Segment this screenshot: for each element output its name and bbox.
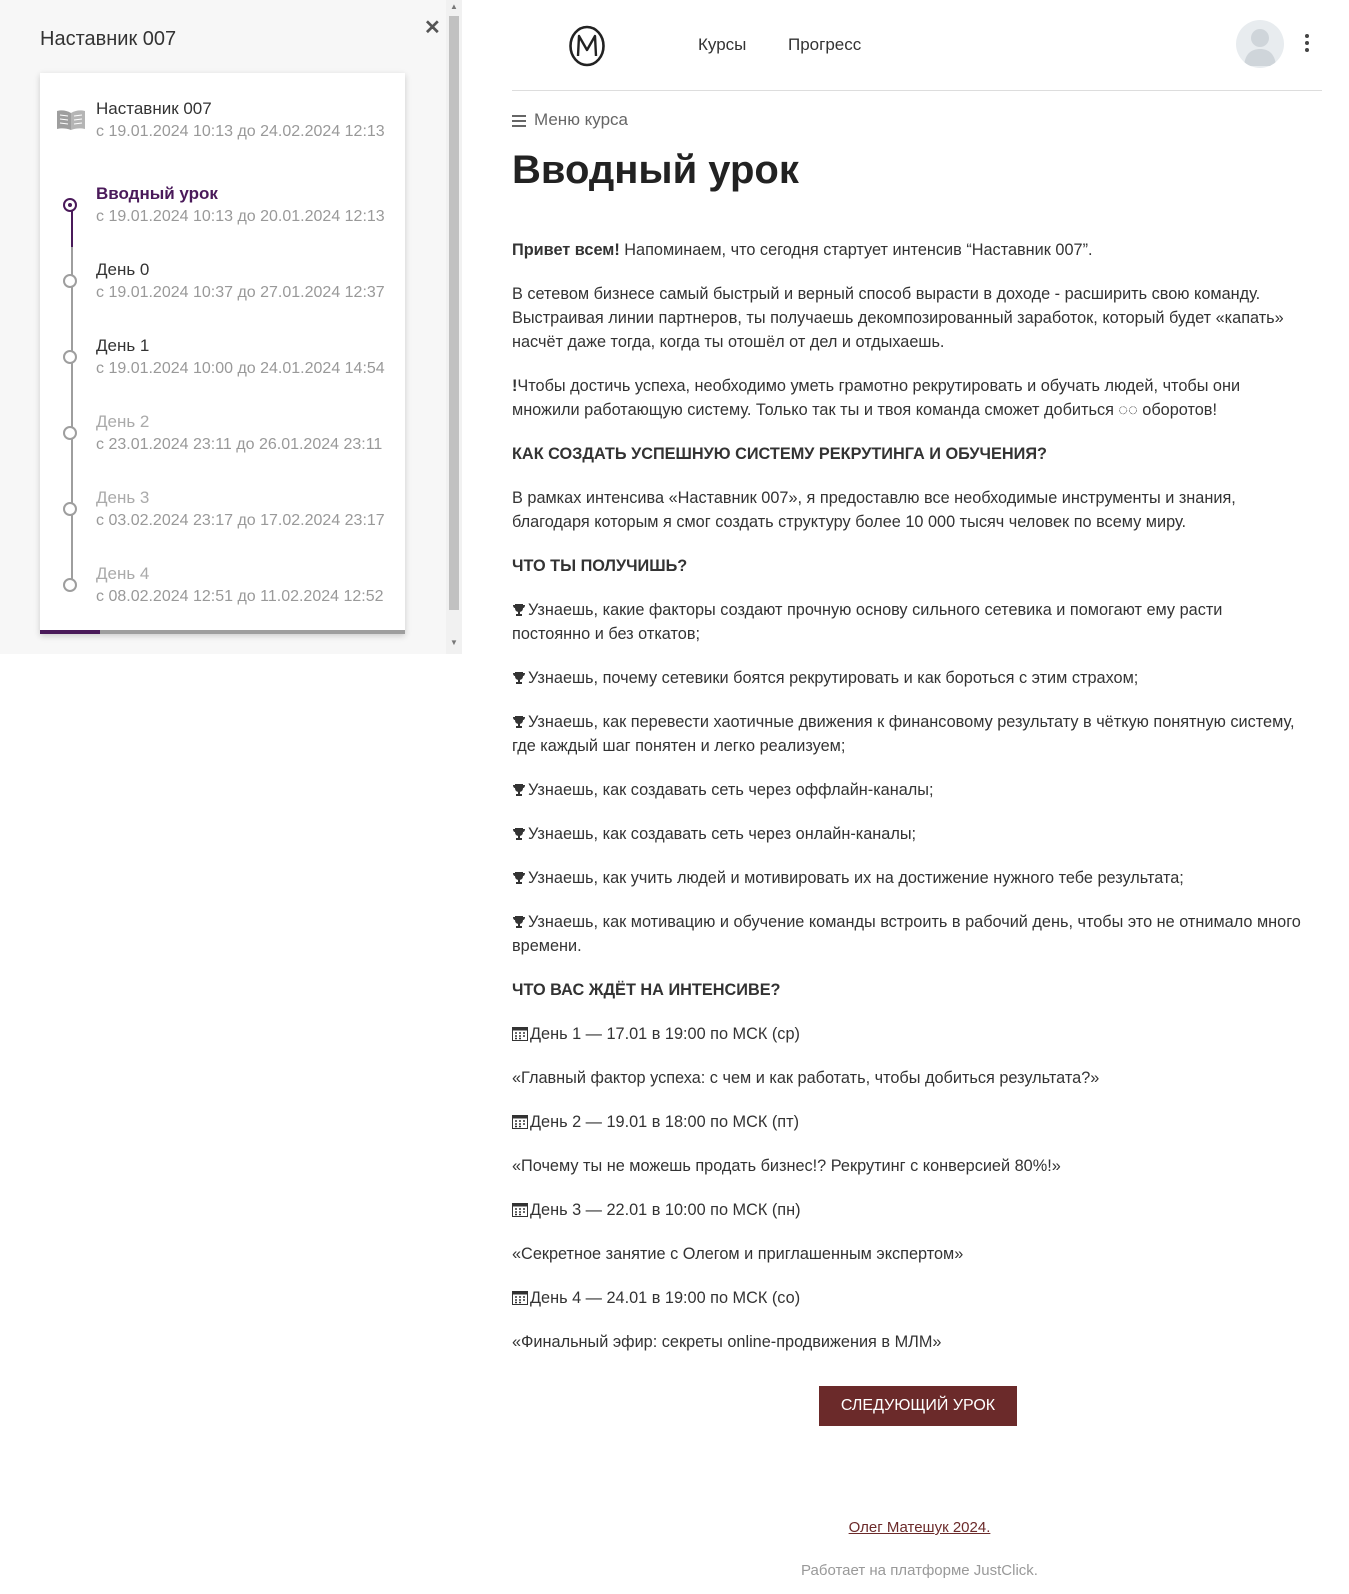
benefit-text: Узнаешь, какие факторы создают прочную основу сильного сетевика и помогают ему расти постоянно и без откатов; [512, 601, 1223, 643]
lesson-dates: с 08.02.2024 12:51 до 11.02.2024 12:52 [96, 588, 384, 605]
trophy-icon [512, 783, 526, 797]
benefit-text: Узнаешь, как перевести хаотичные движения к финансовому результату в чёткую понятную систему, где каждый шаг понятен и легко реализуем; [512, 713, 1295, 755]
schedule-day [512, 1198, 1302, 1222]
lesson-item-day0[interactable] [40, 260, 405, 320]
benefit-text: Узнаешь, как создавать сеть через оффлайн-каналы; [528, 781, 934, 799]
lesson-dates: с 23.01.2024 23:11 до 26.01.2024 23:11 [96, 436, 383, 453]
schedule-day-text: День 2 — 19.01 в 18:00 по МСК (пт) [530, 1113, 800, 1131]
success-text: Чтобы достичь успеха, необходимо уметь грамотно рекрутировать и обучать людей, чтобы они множили работающую систему. Только так ты и твоя команда сможет добиться ◌◌ оборотов! [512, 377, 1241, 419]
lesson-name: День 4 [96, 564, 150, 583]
nav-courses[interactable]: Курсы [698, 35, 747, 54]
sidebar-title: Наставник 007 [40, 28, 177, 50]
trophy-icon [512, 827, 526, 841]
close-icon[interactable]: ✕ [424, 17, 441, 39]
lesson-status-dot [63, 198, 77, 212]
greeting-paragraph [512, 238, 1302, 262]
benefit-text: Узнаешь, как учить людей и мотивировать их на достижение нужного тебе результата; [528, 869, 1184, 887]
lesson-name: День 0 [96, 260, 150, 279]
course-menu-label: Меню курса [534, 110, 629, 129]
lesson-dates: с 03.02.2024 23:17 до 17.02.2024 23:17 [96, 512, 385, 529]
lesson-name: День 1 [96, 336, 150, 355]
schedule-day [512, 1286, 1302, 1310]
trophy-icon [512, 871, 526, 885]
lesson-status-dot [63, 274, 77, 288]
lesson-status-dot [63, 426, 77, 440]
section-heading-system: КАК СОЗДАТЬ УСПЕШНУЮ СИСТЕМУ РЕКРУТИНГА И ОБУЧЕНИЯ? [512, 445, 1047, 463]
scroll-down-icon[interactable]: ▼ [450, 638, 458, 647]
benefit-item [512, 710, 1302, 758]
calendar-icon [512, 1202, 528, 1217]
next-lesson-button[interactable]: СЛЕДУЮЩИЙ УРОК [819, 1386, 1017, 1426]
lesson-status-dot [63, 578, 77, 592]
lesson-body [512, 238, 1302, 1374]
schedule-day-text: День 4 — 24.01 в 19:00 по МСК (со) [530, 1289, 801, 1307]
benefit-text: Узнаешь, как создавать сеть через онлайн-каналы; [528, 825, 917, 843]
course-progress-bar [40, 630, 405, 634]
lesson-name: День 3 [96, 488, 150, 507]
lesson-dates: с 19.01.2024 10:13 до 20.01.2024 12:13 [96, 208, 385, 225]
schedule-topic: «Секретное занятие с Олегом и приглашенным экспертом» [512, 1245, 964, 1263]
benefit-item [512, 778, 1302, 802]
lesson-name: Вводный урок [96, 184, 218, 203]
greeting-bold: Привет всем! [512, 241, 620, 259]
benefit-item [512, 598, 1302, 646]
lesson-dates: с 19.01.2024 10:00 до 24.01.2024 14:54 [96, 360, 385, 377]
benefit-item [512, 866, 1302, 890]
menu-icon [512, 115, 526, 127]
schedule-topic: «Финальный эфир: секреты online-продвижения в МЛМ» [512, 1333, 942, 1351]
lesson-status-dot [63, 502, 77, 516]
benefit-item [512, 910, 1302, 958]
schedule-day [512, 1110, 1302, 1134]
benefit-text: Узнаешь, почему сетевики боятся рекрутировать и как бороться с этим страхом; [528, 669, 1139, 687]
trophy-icon [512, 603, 526, 617]
scroll-up-icon[interactable]: ▲ [450, 2, 458, 11]
header-divider [512, 90, 1322, 91]
kebab-icon[interactable] [1304, 34, 1310, 54]
benefit-text: Узнаешь, как мотивацию и обучение команды встроить в рабочий день, чтобы это не отнимало много времени. [512, 913, 1301, 955]
trophy-icon [512, 671, 526, 685]
exclamation-mark: ! [512, 377, 518, 395]
lesson-name: День 2 [96, 412, 150, 431]
course-dates: с 19.01.2024 10:13 до 24.02.2024 12:13 [96, 123, 385, 140]
avatar-icon [1236, 20, 1284, 68]
lesson-item-day3[interactable] [40, 488, 405, 548]
lesson-item-intro[interactable] [40, 184, 405, 244]
lesson-item-day2[interactable] [40, 412, 405, 472]
section-heading-benefits: ЧТО ТЫ ПОЛУЧИШЬ? [512, 557, 688, 575]
schedule-topic: «Главный фактор успеха: с чем и как работать, чтобы добиться результата?» [512, 1069, 1100, 1087]
intro-paragraph: В сетевом бизнесе самый быстрый и верный способ вырасти в доходе - расширить свою команду. Выстраивая линии партнеров, ты получаешь декомпозированный заработок, который будет «капать» насчёт даже тогда, когда ты отошёл от дел и отдыхаешь. [512, 285, 1284, 351]
section-heading-schedule: ЧТО ВАС ЖДЁТ НА ИНТЕНСИВЕ? [512, 981, 781, 999]
footer-author-link[interactable]: Олег Матешук 2024. [848, 1519, 991, 1536]
benefit-item [512, 822, 1302, 846]
calendar-icon [512, 1114, 528, 1129]
trophy-icon [512, 715, 526, 729]
benefit-item [512, 666, 1302, 690]
calendar-icon [512, 1290, 528, 1305]
lesson-dates: с 19.01.2024 10:37 до 27.01.2024 12:37 [96, 284, 385, 301]
sidebar-scrollbar[interactable] [446, 0, 462, 654]
page-title: Вводный урок [512, 148, 799, 192]
course-name: Наставник 007 [96, 99, 212, 118]
greeting-text: Напоминаем, что сегодня стартует интенсив “Наставник 007”. [619, 241, 1093, 259]
schedule-day-text: День 1 — 17.01 в 19:00 по МСК (ср) [530, 1025, 800, 1043]
schedule-day-text: День 3 — 22.01 в 10:00 по МСК (пн) [530, 1201, 801, 1219]
course-menu-link[interactable] [512, 110, 628, 130]
schedule-topic: «Почему ты не можешь продать бизнес!? Рекрутинг с конверсией 80%!» [512, 1157, 1061, 1175]
scrollbar-thumb[interactable] [449, 16, 459, 610]
footer-platform-text: Работает на платформе JustClick. [801, 1562, 1038, 1579]
avatar[interactable] [1236, 20, 1284, 68]
calendar-icon [512, 1026, 528, 1041]
intensive-paragraph: В рамках интенсива «Наставник 007», я предоставлю все необходимые инструменты и знания, благодаря которым я смог создать структуру более 10 000 тысяч человек по всему миру. [512, 489, 1236, 531]
nav-progress[interactable]: Прогресс [788, 35, 862, 54]
course-progress-fill [40, 630, 100, 634]
lesson-item-day4[interactable] [40, 564, 405, 624]
trophy-icon [512, 915, 526, 929]
logo-icon[interactable] [568, 25, 606, 67]
success-paragraph [512, 374, 1302, 422]
course-sidebar [0, 0, 462, 654]
lesson-list-card [40, 73, 405, 634]
schedule-day [512, 1022, 1302, 1046]
lesson-item-day1[interactable] [40, 336, 405, 396]
lesson-status-dot [63, 350, 77, 364]
book-icon [56, 109, 86, 131]
